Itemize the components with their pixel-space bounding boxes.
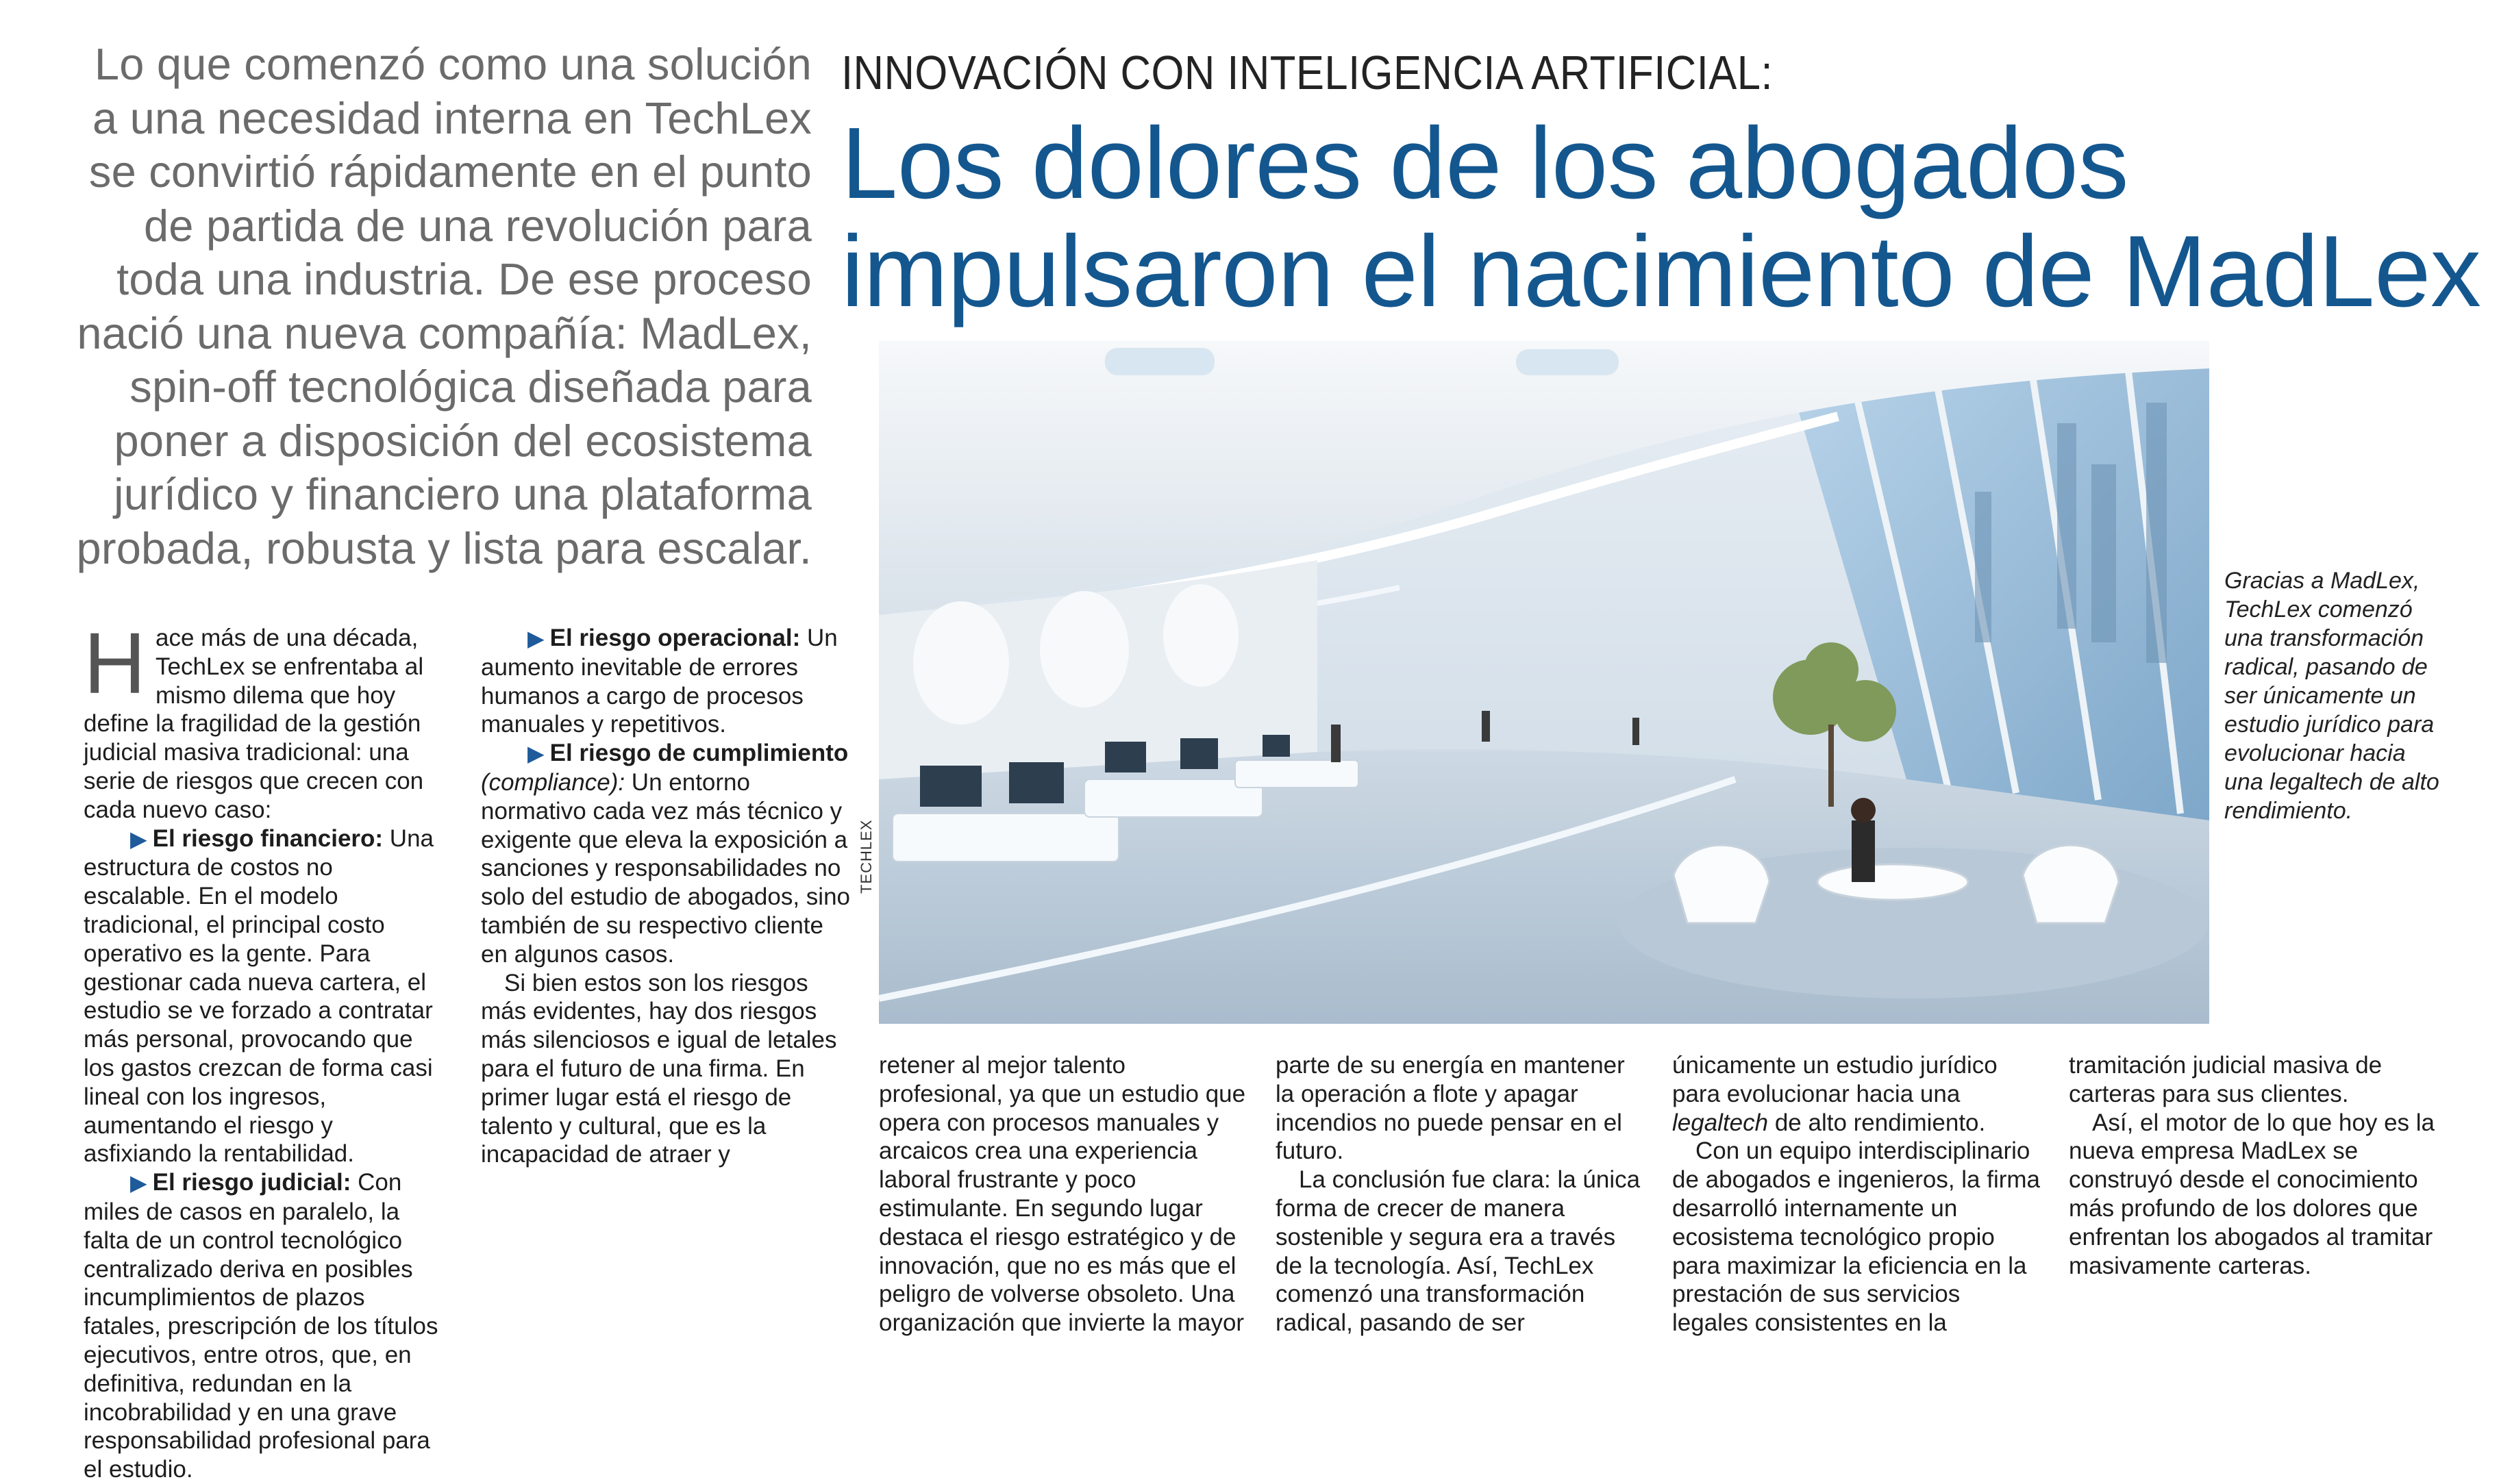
headline-line-1: Los dolores de los abogados <box>841 107 2128 220</box>
photo-credit: TECHLEX <box>858 819 875 894</box>
body-paragraph: Así, el motor de lo que hoy es la nueva empresa MadLex se construyó desde el conocimiento más profundo de los dolores que enfrentan los abogados al tramitar masivamente carteras. <box>2069 1109 2435 1279</box>
triangle-bullet-icon: ▶ <box>130 826 147 851</box>
office-interior-illustration <box>879 341 2209 1024</box>
triangle-bullet-icon: ▶ <box>527 741 545 766</box>
kicker: INNOVACIÓN CON INTELIGENCIA ARTIFICIAL: <box>841 46 1774 99</box>
drop-cap: H <box>84 615 146 712</box>
body-paragraph: únicamente un estudio jurídico para evolucionar hacia una legaltech de alto rendimiento. <box>1672 1052 1998 1136</box>
risk-financial: ▶ El riesgo financiero: Una estructura de costos no escalable. En el modelo tradicional, el principal costo operativo es la gente. Para gestionar cada nueva cartera, el estudio se ve forzado a contratar más personal, provocando que los gastos crezcan de forma casi lineal con los ingresos, aumentando el riesgo y asfixiando la rentabilidad. <box>84 825 434 1168</box>
body-column-5 <box>1672 1051 2042 1337</box>
body-paragraph: retener al mejor talento profesional, ya que un estudio que opera con procesos manuales y arcaicos crea una experiencia laboral frustrante y poco estimulante. En segundo lugar destaca el riesgo estratégico y de innovación, que no es más que el peligro de volverse obsoleto. Una organización que invierte la mayor <box>879 1052 1246 1337</box>
body-column-3 <box>879 1051 1249 1337</box>
lead-paragraph: Lo que comenzó como una solución a una necesidad interna en TechLex se convirtió rápidamente en el punto de partida de una revolución para toda una industria. De ese proceso nació una nueva compañía: MadLex, spin-off tecnológica diseñada para poner a disposición del ecosistema jurídico y financiero una plataforma probada, robusta y lista para escalar. <box>76 39 812 573</box>
risk-compliance: ▶ El riesgo de cumplimiento (compliance): Un entorno normativo cada vez más técnico y exigente que eleva la exposición a sanciones y responsabilidades no solo del estudio de abogados, sino también de su respectivo cliente en algunos casos. <box>481 740 851 968</box>
body-paragraph: parte de su energía en mantener la operación a flote y apagar incendios no puede pensar en el futuro. <box>1276 1052 1625 1165</box>
triangle-bullet-icon: ▶ <box>527 626 545 651</box>
photo-caption: Gracias a MadLex, TechLex comenzó una transformación radical, pasando de ser únicamente un estudio jurídico para evolucionar hacia una legaltech de alto rendimiento. <box>2224 568 2439 824</box>
body-column-2 <box>481 624 851 1350</box>
body-paragraph: Con un equipo interdisciplinario de abogados e ingenieros, la firma desarrolló internamente un ecosistema tecnológico propio para maximizar la eficiencia en la prestación de sus servicios legales consistentes en la <box>1672 1137 2041 1337</box>
body-paragraph: tramitación judicial masiva de carteras para sus clientes. <box>2069 1052 2383 1107</box>
risk-judicial: ▶ El riesgo judicial: Con miles de casos en paralelo, la falta de un control tecnológico centralizado deriva en posibles incumplimientos de plazos fatales, prescripción de los títulos ejecutivos, entre otros, que, en definitiva, redundan en la incobrabilidad y en una grave responsabilidad profesional para el estudio. <box>84 1169 438 1483</box>
body-column-1 <box>84 615 440 1483</box>
article-photo <box>879 341 2209 1024</box>
intro-paragraph: Hace más de una década, TechLex se enfrentaba al mismo dilema que hoy define la fragilidad de la gestión judicial masiva tradicional: una serie de riesgos que crecen con cada nuevo caso: <box>84 615 424 823</box>
triangle-bullet-icon: ▶ <box>130 1170 147 1196</box>
body-column-4 <box>1276 1051 1645 1337</box>
body-column-6 <box>2069 1051 2439 1280</box>
talent-paragraph: Si bien estos son los riesgos más evidentes, hay dos riesgos más silenciosos e igual de letales para el futuro de una firma. En primer lugar está el riesgo de talento y cultural, que es la incapacidad de atraer y <box>481 969 837 1168</box>
risk-operational: ▶ El riesgo operacional: Un aumento inevitable de errores humanos a cargo de procesos manuales y repetitivos. <box>481 625 838 738</box>
headline-line-2: impulsaron el nacimiento de MadLex <box>841 215 2481 328</box>
body-paragraph: La conclusión fue clara: la única forma de crecer de manera sostenible y segura era a través de la tecnología. Así, TechLex comenzó una transformación radical, pasando de ser <box>1276 1166 1641 1337</box>
headline <box>841 107 2499 328</box>
